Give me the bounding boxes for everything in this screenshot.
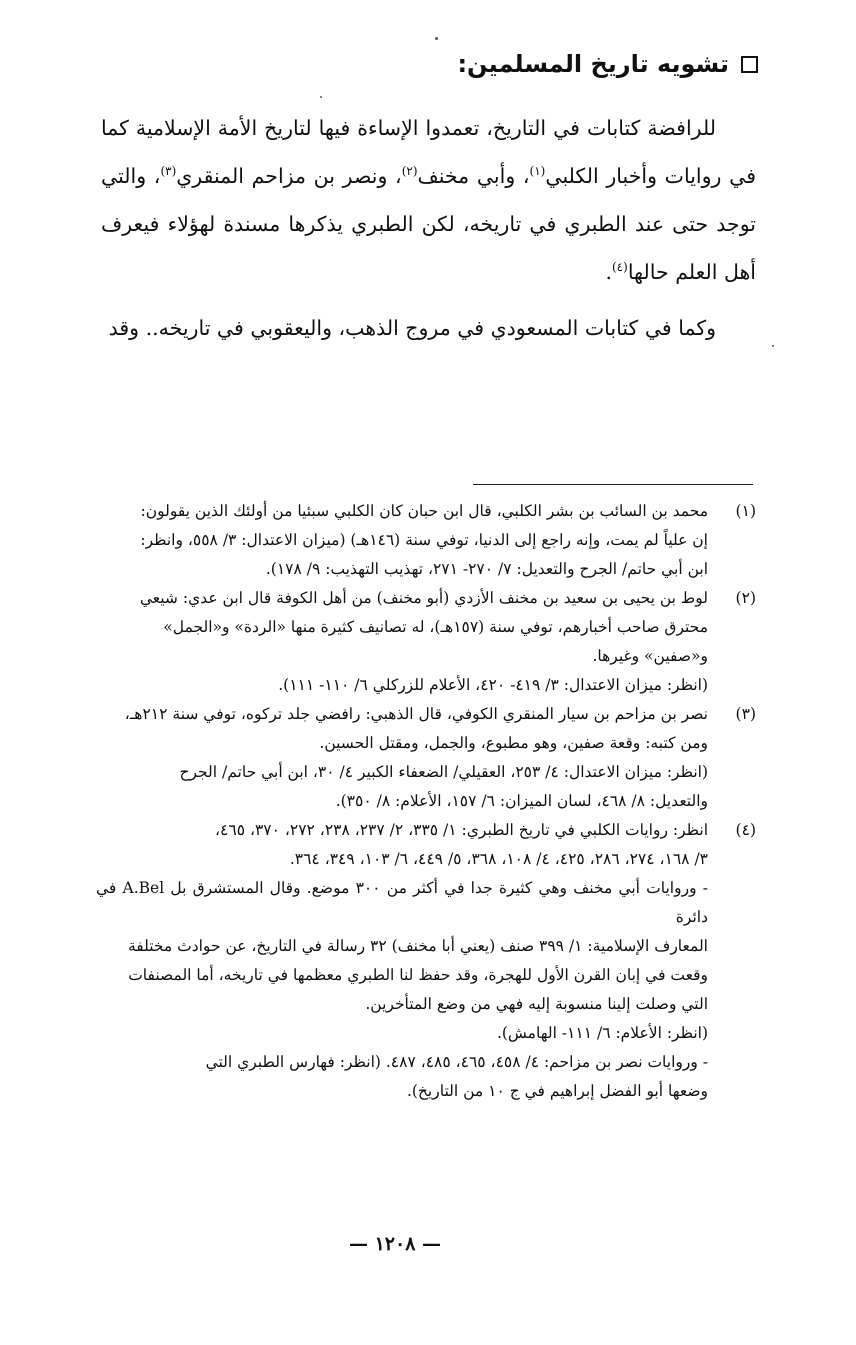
footnote-line: ٣/ ١٦٨، ٢٧٤، ٢٨٦، ٤٢٥، ٤/ ١٠٨، ٣٦٨، ٥/ ٤٤٩، ٦/ ١٠٣، ٣٤٩، ٣٦٤. xyxy=(289,850,708,868)
footnote-3 xyxy=(96,700,756,816)
footnote-ref-3: (٣) xyxy=(160,164,177,179)
paragraph-2: وكما في كتابات المسعودي في مروج الذهب، واليعقوبي في تاريخه.. وقد xyxy=(108,316,716,340)
footnote-ref-2: (٢) xyxy=(401,164,418,179)
footnote-number: (٢) xyxy=(735,589,756,607)
footnote-line: وضعها أبو الفضل إبراهيم في ج ١٠ من التاريخ). xyxy=(406,1082,708,1100)
page-speck xyxy=(772,345,774,347)
footnote-2 xyxy=(96,584,756,700)
footnotes xyxy=(96,497,756,1106)
footnote-line: انظر: روايات الكلبي في تاريخ الطبري: ١/ ٣٣٥، ٢/ ٢٣٧، ٢٣٨، ٢٧٢، ٣٧٠، ٤٦٥، xyxy=(215,821,708,839)
footnote-line: إن علياً لم يمت، وإنه راجع إلى الدنيا، توفي سنة (١٤٦هـ) (ميزان الاعتدال: ٣/ ٥٥٨، وانظر: xyxy=(140,531,708,549)
paragraph-1-text-a: للرافضة كتابات في التاريخ، تعمدوا الإساءة فيها لتاريخ الأمة الإسلامية كما في روايات وأخبار الكلبي xyxy=(101,116,756,188)
footnote-line: - وروايات نصر بن مزاحم: ٤/ ٤٥٨، ٤٦٥، ٤٨٥، ٤٨٧. (انظر: فهارس الطبري التي xyxy=(205,1053,708,1071)
paragraph-1 xyxy=(101,104,756,296)
footnote-line: - وروايات أبي مخنف وهي كثيرة جدا في أكثر من ٣٠٠ موضع. وقال المستشرق بل A.Bel في دائرة xyxy=(96,879,708,926)
page-speck xyxy=(320,96,322,98)
section-heading xyxy=(78,50,758,78)
footnote-ref-1: (١) xyxy=(529,164,546,179)
paragraph-1-text-d: ، والتي توجد حتى عند الطبري في تاريخه، لكن الطبري يذكرها مسندة لهؤلاء فيعرف أهل العلم حالها xyxy=(101,164,756,284)
footnote-divider xyxy=(473,484,753,485)
footnote-1 xyxy=(96,497,756,584)
page-speck xyxy=(435,37,438,40)
footnote-number: (٣) xyxy=(735,705,756,723)
page-number: — ١٢٠٨ — xyxy=(348,1233,442,1255)
footnote-ref-4: (٤) xyxy=(611,260,628,275)
footnote-line: وقعت في إبان القرن الأول للهجرة، وقد حفظ لنا الطبري معظمها في تاريخه، أما المصنفات xyxy=(128,966,708,984)
footnote-4 xyxy=(96,816,756,1106)
footnote-line: نصر بن مزاحم بن سيار المنقري الكوفي، قال الذهبي: رافضي جلد تركوه، توفي سنة ٢١٢هـ، xyxy=(124,705,708,723)
footnote-line: ومن كتبه: وقعة صفين، وهو مطبوع، والجمل، ومقتل الحسين. xyxy=(319,734,708,752)
footnote-line: المعارف الإسلامية: ١/ ٣٩٩ صنف (يعني أبا مخنف) ٣٢ رسالة في التاريخ، عن حوادث مختلفة xyxy=(127,937,708,955)
footnote-line: ابن أبي حاتم/ الجرح والتعديل: ٧/ ٢٧٠- ٢٧١، تهذيب التهذيب: ٩/ ١٧٨). xyxy=(265,560,708,578)
paragraph-1-text-e: . xyxy=(605,260,612,284)
footnote-number: (١) xyxy=(735,502,756,520)
footnote-line: (انظر: ميزان الاعتدال: ٤/ ٢٥٣، العقيلي/ الضعفاء الكبير ٤/ ٣٠، ابن أبي حاتم/ الجرح xyxy=(179,763,708,781)
footnote-line: والتعديل: ٨/ ٤٦٨، لسان الميزان: ٦/ ١٥٧، الأعلام: ٨/ ٣٥٠). xyxy=(335,792,708,810)
paragraph-1-text-b: ، وأبي مخنف xyxy=(417,164,530,188)
footnote-line: محترق صاحب أخبارهم، توفي سنة (١٥٧هـ)، له تصانيف كثيرة منها «الردة» و«الجمل» xyxy=(163,618,708,636)
footnote-line: (انظر: ميزان الاعتدال: ٣/ ٤١٩- ٤٢٠، الأعلام للزركلي ٦/ ١١٠- ١١١). xyxy=(278,676,708,694)
footnote-number: (٤) xyxy=(735,821,756,839)
square-bullet-icon xyxy=(741,56,758,73)
footnote-line: و«صفين» وغيرها. xyxy=(592,647,708,665)
footnote-line: لوط بن يحيى بن سعيد بن مخنف الأزدي (أبو مخنف) من أهل الكوفة قال ابن عدي: شيعي xyxy=(139,589,708,607)
section-heading-text: تشويه تاريخ المسلمين: xyxy=(457,50,729,78)
footnote-line: محمد بن السائب بن بشر الكلبي، قال ابن حبان كان الكلبي سبئيا من أولئك الذين يقولون: xyxy=(140,502,708,520)
paragraph-1-text-c: ، ونصر بن مزاحم المنقري xyxy=(176,164,402,188)
footnote-line: التي وصلت إلينا منسوبة إليه فهي من وضع المتأخرين. xyxy=(365,995,708,1013)
main-text xyxy=(101,104,756,352)
footnote-line: (انظر: الأعلام: ٦/ ١١١- الهامش). xyxy=(496,1024,708,1042)
